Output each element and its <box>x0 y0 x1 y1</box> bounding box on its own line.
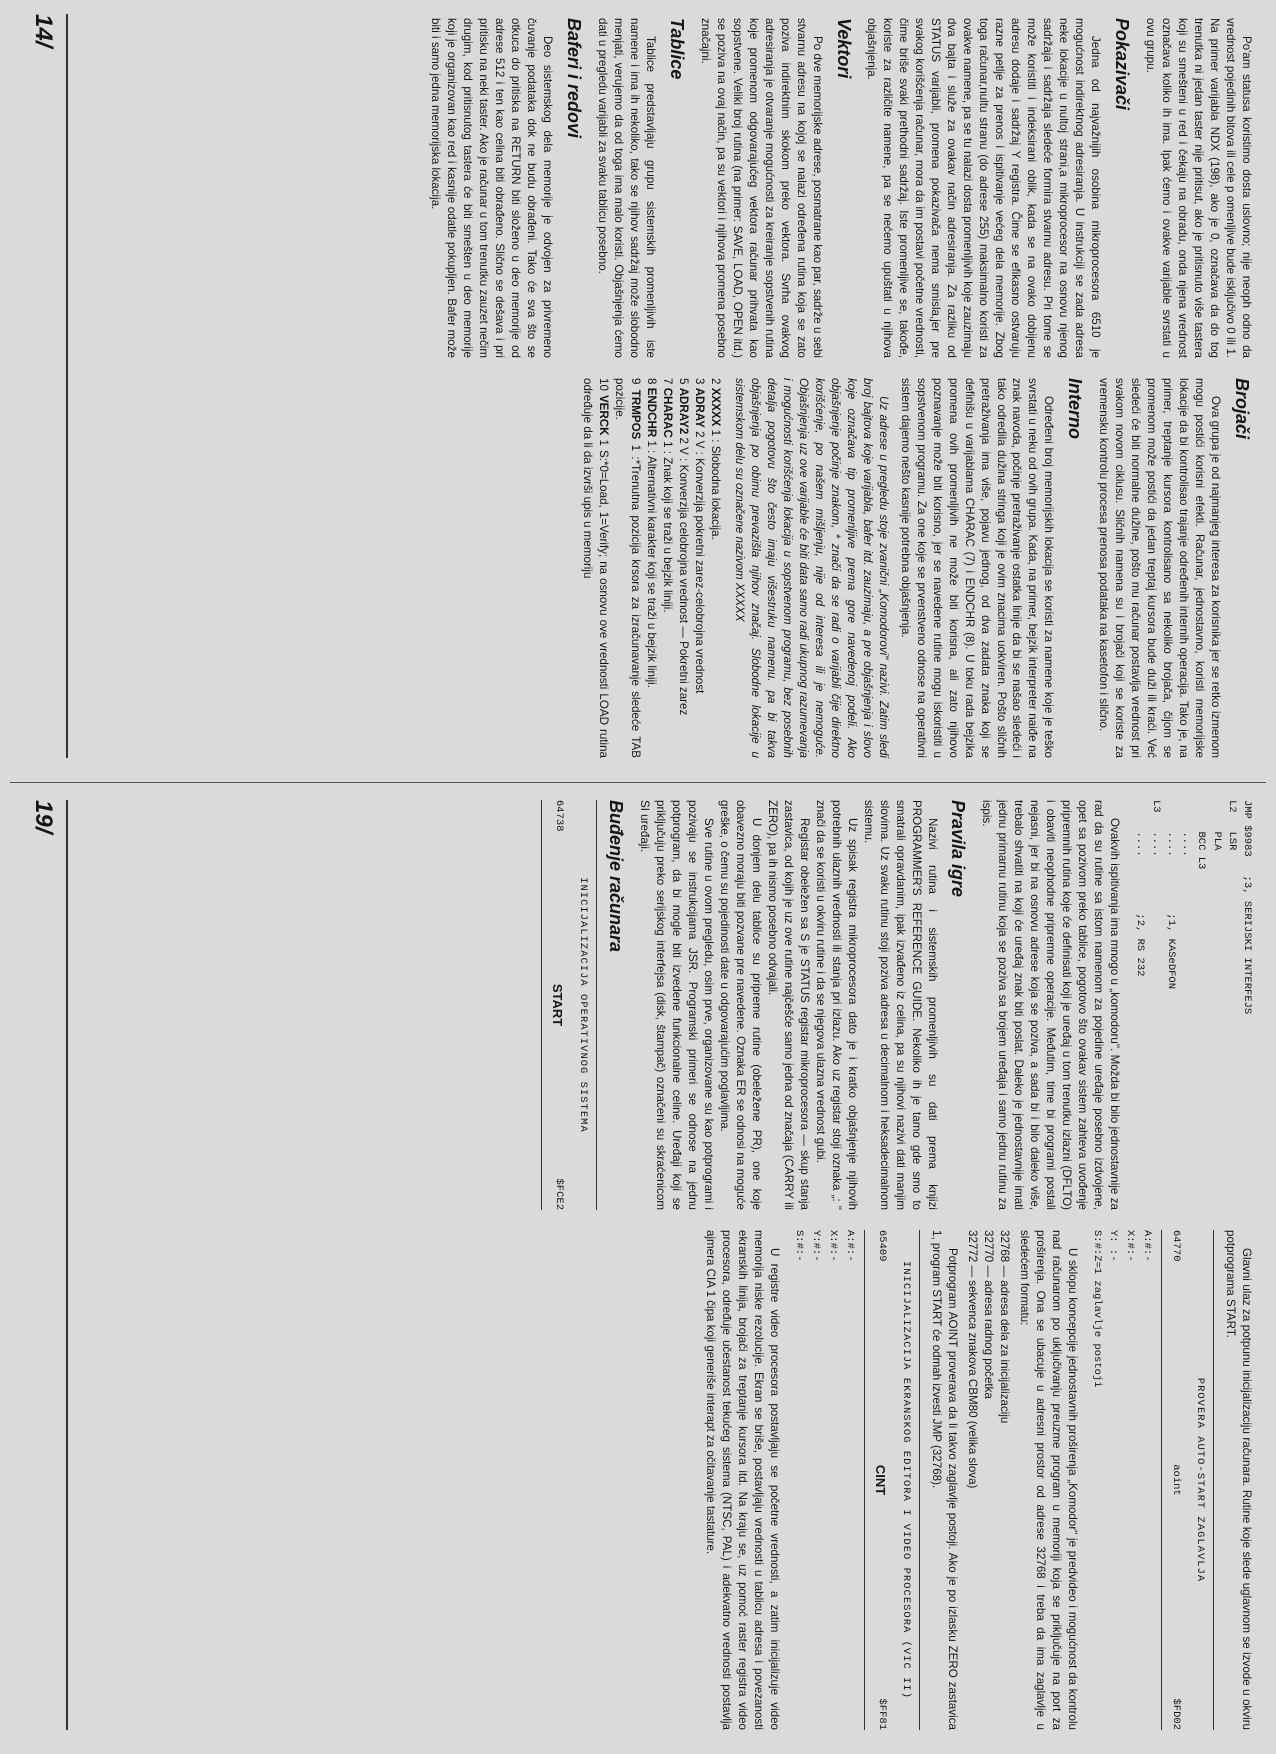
heading-interno: Interno <box>1065 378 1086 439</box>
aoint-routine-box <box>1088 1230 1214 1730</box>
list-item: 5 ADRAY2 2 V : Konverzija celobrojna vrednost — Pokretni zarez <box>676 378 690 716</box>
heading-vektori: Vektori <box>833 18 854 79</box>
register-line: X:#:- <box>1124 1230 1137 1262</box>
heading-baferi: Baferi i redovi <box>564 18 585 139</box>
pravila-paragraph-2: Uz spisak registra mikroprocesora dato je i kratko objašnjenje njihovih potrebnih ulaznih vrednosti ili stanja pri izlazu. Ako uz registar stoji oznaka „: " znači da se koristi u okviru rutine i da se njegova ulazna vrednost gubi. <box>813 800 859 1210</box>
register-line: A:#:- <box>843 1230 856 1262</box>
box-top-rule <box>1213 1230 1214 1730</box>
left-footer-rule <box>66 14 68 758</box>
pravila-paragraph-3: Registar obeležen sa S je STATUS registar mikroprocesora — skup stanja zastavica, od kojih je uz ove rutine najčešće samo jedna od značaja (CARRY ili ZERO), pa ih nismo posebno odvajali. <box>765 800 811 1210</box>
right-column-1 <box>535 800 1254 1210</box>
right-footer-rule <box>66 800 68 1730</box>
code-line: JMP $9983 ;3, SERIJSKI INTERFEJS <box>1241 800 1253 1015</box>
routine-hex-address: $FD02 <box>1169 1698 1182 1730</box>
register-list <box>1088 1230 1155 1730</box>
code-line: .... ;1, KASeDFON <box>1164 800 1177 990</box>
routine-hex-address: $FF81 <box>875 1698 888 1730</box>
list-item: 32772 — sekvenca znakova CBM80 (velika slova) <box>965 1230 979 1489</box>
routine-row <box>871 1230 889 1730</box>
routine-name: CINT <box>872 1464 888 1496</box>
routine-row <box>548 800 566 1210</box>
list-item: 8 ENDCHR 1 : Alternativni karakter koji se traži u bejzik liniji. <box>644 378 658 688</box>
cint-routine-box <box>790 1230 920 1730</box>
aoint-paragraph: Potprogram AOINT proverava da li takvo zaglavlje postoji. Ako je po izlasku ZERO zastavica 1, program START će odmah izvesti JMP (32768). <box>930 1230 959 1730</box>
pravila-paragraph-1: Nazivi rutina i sistemskih promenljivih su dati prema knjizi PROGRAMMER'S REFERENCE GUIDE. Nekoliko ih je tamo gde smo to smatrali opravdanim, ipak izvađeno iz celina, pa su njihovi nazivi dati manjim slovima. Uz svaku rutinu stoji poziva adresa u decimalnom i heksadecimalnom sistemu. <box>861 800 939 1210</box>
intro-paragraph: Po'am statusa koristimo dosta uslovno; nije neoph odno da vrednost pojedinih bitova ili cele p omenljive bude isključivo 0 ili 1. Na primer varijabla NDX (198), ako je 0, označava da do tog trenutka ni jedan taster nije pritisut, ako je pritisnuto više tastera koji su smešteni u red i čekaju na obradu, onda njena vrednost označava koliko ih ima. Ipak ćemo i ovakve varijable svrstati u ovu grupu. <box>1144 18 1253 358</box>
heading-tablice: Tablice <box>666 18 687 80</box>
routine-header: INICIJALIZACIJA OPERATIVNOG SISTEMA <box>577 877 590 1133</box>
routine-decimal-address: 64738 <box>552 800 565 832</box>
box-mid-rule <box>864 1230 865 1730</box>
assembly-listing <box>1132 800 1254 1210</box>
komodor-paragraph: Ovakvih ispitivanja ima mnogo u „komodoru". Možda bi bilo jednostavnije za rad da su rutine sa istom namenom za pojedine uređaje posebno izdvojene, opet sa pozivom preko tablice, pogotovo što ovakav sistem zahteva uvođenje pripremnih rutina koje će definisati koji je uređaj u tom trenutku izlazni (DFLTO) i obaviti neophodne pripremne operacije. Međutim, time bi programi postali nejasni, jer bi na osnovu adrese koja se poziva, a sada bi i bilo daleko više, trebalo shvatiti na koji će uređaj znak biti poslat. Daleko je jednostavnije imati jednu primarnu rutinu koja se poziva sa brojem uređaja i samo jednu rutinu za ispis. <box>980 800 1122 1210</box>
heading-brojaci: Brojači <box>1232 378 1252 440</box>
register-line: S:#:- <box>793 1230 806 1262</box>
register-line: Y: :- <box>1107 1230 1120 1262</box>
tablice-paragraph: Tablice predstavljaju grupu sistemskih promenljivih iste namene i ima ih nekoliko, tako se njihov sadržaj može slobodno menjati, verujemo da od toga ima malo koristi. Objašnjenja ćemo dati u pregledu varijabli za svaku tablicu posebno. <box>596 18 657 358</box>
code-line: .... <box>1180 800 1193 857</box>
routine-name: START <box>549 983 565 1027</box>
list-item: 10 VERCK 1 S:*0=Load, 1=Verify; na osnovu ove vrednosti LOAD rutina određuje da li da izvrši upis u memoriju <box>580 378 610 758</box>
register-line: S:#:Z=1 zaglavlje postoji <box>1090 1230 1103 1388</box>
register-line: A:#:- <box>1141 1230 1154 1262</box>
list-item: 3 ADRAY 2 V : Konverzija pokretni zarez-celobrojna vrednost <box>692 378 706 694</box>
list-item: 9 TRMPOS 1 :*Trenutna pozicija krsora za izračunavanje sledeće TAB pozicije. <box>612 378 642 758</box>
routine-hex-address: $FCE2 <box>552 1178 565 1210</box>
code-line: L2 LSR <box>1225 800 1238 851</box>
routine-row <box>1168 1230 1182 1730</box>
heading-budenje-racunara: Buđenje računara <box>605 800 626 953</box>
cint-paragraph: U registre video procesora postavljaju se početne vrednosti, a zatim inicijalizuje video memorija niske rezolucije. Ekran se briše, postavljaju vrednosti u tablicu adresa i povezanosti ekranskih linija, brojači za treptanje kursora itd. Na kraju se, uz pomoć raster registra video procesora, određuje učestanost tekućeg sistema (NTSC, PAL) i adekvatno vrednosti postavlja ajmera CIA 1 čipa koji generiše interapt za očitavanje tastature. <box>704 1230 782 1730</box>
heading-pokazivaci: Pokazivači <box>1112 18 1133 111</box>
box-bottom-rule <box>541 800 542 1210</box>
left-page-number: 14/ <box>30 14 57 48</box>
heading-pravila-igre: Pravila igre <box>948 800 969 898</box>
routine-decimal-address: 65409 <box>875 1230 888 1262</box>
left-column-1 <box>427 18 1254 358</box>
list-item: 32768 — adresa dela za inicijalizaciju <box>997 1230 1011 1424</box>
right-page-number: 19/ <box>30 800 57 834</box>
code-line: BCC L3 <box>1195 800 1208 870</box>
routine-name: aoint <box>1169 1464 1182 1496</box>
list-item: 7 CHARAC 1 : Znak koji se traži u bejzik liniji. <box>660 378 674 613</box>
start-description: Glavni ulaz za potpunu inicijalizaciju računara. Rutine koje slede uglavnom se izvode u okviru potprograma START. <box>1224 1230 1253 1730</box>
brojaci-paragraph: Ova grupa je od najmanjeg interesa za korisnika jer se retko izmenom mogu postići korisni efekti. Računar, jednostavno, koristi memorijske lokacije da bi kontrolisao trajanje određenih internih operacija. Tako je, na primer, treptanje kursora kontrolisano sa nekoliko brojača, čijom se promenom može postići da jedan treptaj kursora bude duži ili kraći. Već sledeći će biti normalne dužine, pošto mu računar postavlja vrednost pri svakom novom ciklusu. Sličnih namena su i brojači koji se koriste za vremensku kontrolu procesa prenosa podataka na kasetofon i slično. <box>1097 378 1223 758</box>
vektori-paragraph: Po dve memorijske adrese, posmatrane kao par, sadrže u sebi stvarnu adresu na kojoj se nalazi određena rutina koja se zato poziva indirektnim skokom preko vektora. Svrha ovakvog adresiranja je otvaranje mogućnosti za kreiranje sopstvenih rutina koje promenom odgovarajućeg vektora računar prihvata kao sopstvene. Veliki broj rutina (na primer: SAVE, LOAD, OPEN itd.) se poziva na ovaj način, pa su vektori i njihova promena posebno značajni. <box>698 18 824 358</box>
code-line: .... ;2, RS 232 <box>1134 800 1147 977</box>
variable-list <box>579 378 723 758</box>
routine-header: INICIJALIZACIJA EKRANSKOG EDITORA I VIDEO PROCESORA (VIC II) <box>900 1260 913 1700</box>
pravila-paragraph-5: Sve rutine u ovom pregledu, osim prve, organizovane su kao potprogrami i pozivaju se instrukcijama JSR. Programski primeri se odnose na jednu potprogram, da bi mogle biti izvedene funkcionalne celine. Uređaji koji se priključuju preko serijskog interfejsa (disk, štampač) označeni su skraćenicom SI uređaji. <box>637 800 715 1210</box>
box-top-rule <box>596 800 597 1210</box>
right-column-2 <box>702 1230 1254 1730</box>
legend-paragraph: Uz adrese u pregledu stoje zvanični „Komodorovi" nazivi. Zatim sledi broj bajtova koje varijabla, bafer itd. zauzimaju, a pre objašnjenja i slovo koje označava tip promenljive prema gore navedenoj podeli. Ako objašnjenje počinje znakom, * znači da se radi o varijabli čije direktno korišćenje, po našem mišljenju, nije od interesa ili je nemoguće. Objašnjenja uz ove varijable će biti data samo radi ukupnog razumevanja i mogućnosti korišćenja lokacija u sopstvenom programu, bez posebnih detalja pogotovu što često imaju višestruku namenu. pa bi takva objašnjenja po obimu prevazišla njihov značaj. Slobodne lokacije u sistemskom delu su označene nazivom XXXXX <box>732 378 890 758</box>
box-top-rule <box>919 1230 920 1730</box>
pokazivaci-paragraph: Jedna od najvažnijih osobina mikroprocesora 6510 je mogućnost indirektnog adresiranja. U instrukciji se zada adresa neke lokacije u nultoj strani,a mikroprocesor na osnovu njenog sadržaja i sadržaja sledeće formira stvarnu adresu. Pri tome se može koristiti i indeksirani oblik, kada se na ovako dobijenu adresu dodaje i sadržaj Y registra. Čime se efikasno ostvaruju razne petlje za prenos i ispitivanje većeg dela memorije. Zbog toga računar,nultu stranu (do adrese 255) maksimalno koristi za ovakve namene, pa se tu nalazi dosta promenljivih koje zauzimaju dva bajta i služe za ovakav način adresiranja. Za razliku od STATUS varijabli, promena pokazivača nema smisla,jer pre svakog korišćenja računar, mora da im postavi početne vrednosti, čime briše svaki prethodni sadržaj. Iste promenljive se, takođe, koriste za različite namene, pa se nećemo upuštati u njihova objašnjenja. <box>865 18 1103 358</box>
register-line: Y:#:- <box>810 1230 822 1262</box>
expansion-paragraph: U sklopu koncepcije jednostavnih proširenja „Komodor" je predvideo i mogućnost da kontrolu nad računarom po uključivanju preuzme program u memoriji koja se priključuje na port za proširenja. Ona se ubacuje u adresni prostor od adrese 32768 i treba da ima zaglavlje u sledećem formatu: <box>1017 1230 1079 1730</box>
baferi-paragraph: Deo sistemskog dela memorije je odvojen za privremeno čuvanje podataka dok ne budu obrađeni. Tako će sva što se otkuca do pritiska na RETURN biti složeno u deo memorije od adrese 512 i ten kao celina biti obrađeno. Slično se dešava i pri pritisku na neki taster. Ako je računar u tom trenutku zauzet nečim drugim, kod pritisnutog tastera će biti smešten u deo memorije koji je organizovan kao red i kasnije odatle pokupljen. Bafer može biti i samo jedna memorijska lokacija. <box>429 18 555 358</box>
list-item: 2 XXXXX 1 : Slobodna lokacija. <box>708 378 722 540</box>
pravila-paragraph-4: U donjem delu tablice su pripreme rutine (obeležene PR), one koje obavezno moraju biti pozvane pre navedene. Oznaka ER se odnosi na moguće greške, o čemu su pojedinosti date u odgovarajućim poglavljima. <box>717 800 763 1210</box>
routine-header: PROVERA AUTO-START ZAGLAVLJA <box>1194 1377 1207 1583</box>
header-address-list <box>964 1230 1012 1730</box>
routine-decimal-address: 64770 <box>1169 1230 1182 1262</box>
list-item: 32770 — adresa radnog početka <box>981 1230 995 1399</box>
interno-paragraph: Određeni broj memorijskih lokacija se koristi za namene koje je teško svrstati u neku od ovih grupa. Kada, na primer, bejzik interpreter naiđe na znak navoda, počinje pretraživanje ostatka linije da bi se našao sledeći i tako odredila dužina stringa koji je ovim znacima uokviren. Pošto sličnih pretraživanja ima više, pojavu jednog, od dva zadata znaka koji se definišu u varijablama CHARAC (7) i ENDCHR (8). U toku rada bejzika promena ovih promenljivih ne može biti korisna, ali zato njihovo poznavanje može biti korisno, jer se navedene rutine mogu iskoristiti u sopstvenom programu. Za one koje se prvenstveno odnose na operativni sistem dajemo nešto kasnije potrebna objašnjenja. <box>898 378 1056 758</box>
gutter-line <box>10 782 1266 783</box>
left-column-2 <box>579 378 1254 758</box>
register-list <box>790 1230 857 1730</box>
box-mid-rule <box>1161 1230 1162 1730</box>
code-line: PLA <box>1210 800 1223 851</box>
start-routine-box <box>541 800 597 1210</box>
code-line: L3 .... <box>1149 800 1162 857</box>
register-line: X:#:- <box>826 1230 839 1262</box>
